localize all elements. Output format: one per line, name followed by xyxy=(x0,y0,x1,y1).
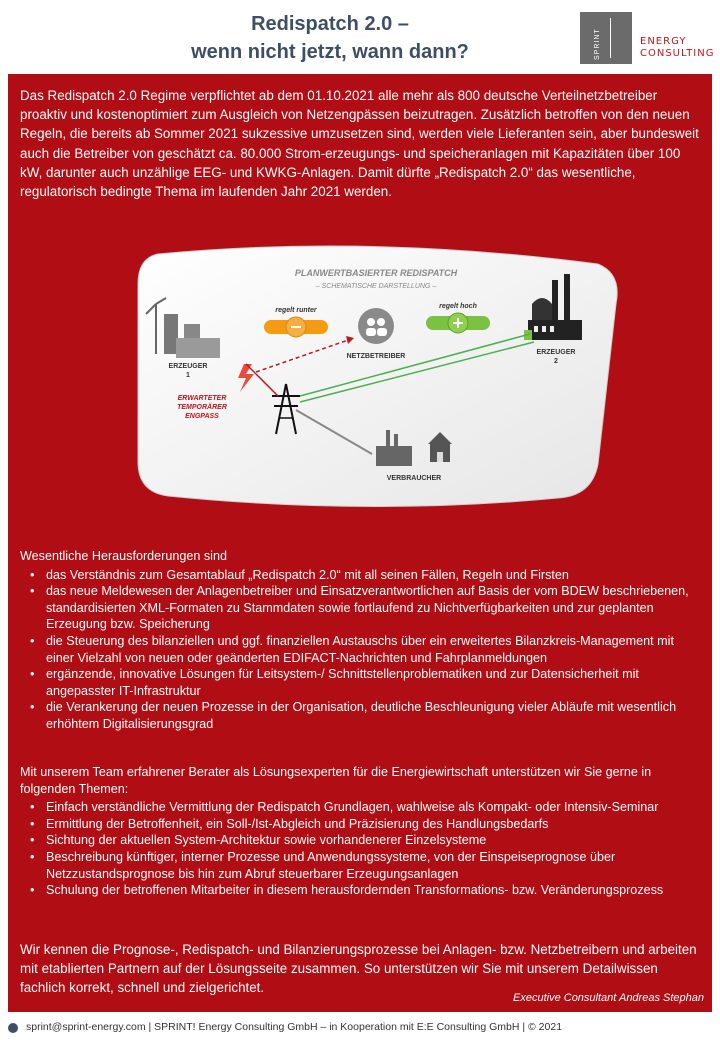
footer-dot-icon xyxy=(8,1023,18,1033)
challenges-list xyxy=(20,567,704,733)
list-item: • Beschreibung künftiger, interner Prozesse und Anwendungssysteme, von der Einspeiseprognose über Netzzustandsprognose bis hin zum Abruf steuerbarer Erzeugungsanlagen xyxy=(46,849,704,882)
consumer-label: VERBRAUCHER xyxy=(386,475,442,482)
page-title-line1: Redispatch 2.0 – xyxy=(251,13,409,35)
services-section xyxy=(20,764,704,899)
congestion-line3: ENGPASS xyxy=(185,413,219,420)
logo-box-text: SPRINT xyxy=(594,28,601,60)
diagram-subtitle: – SCHEMATISCHE DARSTELLUNG – xyxy=(315,283,437,290)
page-header xyxy=(0,0,720,72)
list-item: • die Verankerung der neuen Prozesse in der Organisation, deutliche Beschleunigung vieler Abläufe mit wesentlich erhöhtem Digitalisierungsgrad xyxy=(46,699,704,732)
logo-text-line1: ENERGY xyxy=(640,36,687,47)
footer-text[interactable]: sprint@sprint-energy.com | SPRINT! Energy Consulting GmbH – in Kooperation mit E:E Consulting GmbH | © 2021 xyxy=(26,1021,563,1033)
grid-operator-label: NETZBETREIBER xyxy=(346,353,406,360)
list-item: • Schulung der betroffenen Mitarbeiter in diesem herausfordernden Transformations- bzw. Veränderungsprozess xyxy=(46,882,704,899)
producer-1-label: ERZEUGER xyxy=(168,363,208,370)
grid-operator-icon xyxy=(358,308,394,344)
challenges-section xyxy=(20,548,704,733)
list-item: • die Steuerung des bilanziellen und ggf. finanziellen Austauschs über ein erweitertes Bilanzkreis-Management mit einer Vielzahl von neuen oder geänderten EDIFACT-Nachrichten und Fahrplanmeldungen xyxy=(46,633,704,666)
page-title xyxy=(160,10,500,66)
services-heading: Mit unserem Team erfahrener Berater als Lösungsexperten für die Energiewirtschaft unterstützen wir Sie gerne in folgenden Themen: xyxy=(20,765,652,796)
logo-divider xyxy=(610,18,611,58)
outro-paragraph: Wir kennen die Prognose-, Redispatch- und Bilanzierungsprozesse bei Anlagen- bzw. Netzbetreibern und arbeiten mit etablierten Partnern auf der Lösungsseite zusammen. So unterstützen wir Sie mit unserem Detailwissen fachlich korrekt, schnell und zielgerichtet. xyxy=(20,942,697,996)
page-title-line2: wenn nicht jetzt, wann dann? xyxy=(191,41,469,63)
list-item: • das Verständnis zum Gesamtablauf „Redispatch 2.0“ mit all seinen Fällen, Regeln und Firsten xyxy=(46,567,704,584)
producer-1-number: 1 xyxy=(186,372,190,379)
intro-paragraph: Das Redispatch 2.0 Regime verpflichtet ab dem 01.10.2021 alle mehr als 800 deutsche Verteilnetzbetreiber proaktiv und kostenoptimiert zum Ausgleich von Netzengpässen beizutragen. Zusätzlich betroffen von den neuen Regeln, die bereits ab Sommer 2021 sukzessive umzusetzen sind, werden viele Lieferanten sein, aber bundesweit auch die Betreiber von geschätzt ca. 80.000 Strom-erzeugungs- und speicheranlagen mit Kapazitäten über 100 kW, darunter auch unzählige EEG- und KWKG-Anlagen. Damit dürfte „Redispatch 2.0“ das wesentliche, regulatorisch bedingte Thema im laufenden Jahr 2021 werden. xyxy=(20,88,699,200)
services-list xyxy=(20,799,704,899)
diagram-title: PLANWERTBASIERTER REDISPATCH xyxy=(294,268,458,278)
footer xyxy=(8,1020,712,1036)
content-panel xyxy=(8,74,712,1012)
producer-2-label: ERZEUGER xyxy=(536,349,576,356)
congestion-line2: TEMPORÄRER xyxy=(177,404,227,411)
producer-2-number: 2 xyxy=(554,358,558,365)
label-down: regelt runter xyxy=(275,307,317,314)
challenges-heading: Wesentliche Herausforderungen sind xyxy=(20,549,227,563)
signature: Executive Consultant Andreas Stephan xyxy=(513,992,704,1004)
list-item: • ergänzende, innovative Lösungen für Leitsystem-/ Schnittstellenproblematiken und zur Datensicherheit mit angepasster IT-Infrastruktur xyxy=(46,666,704,699)
logo-box xyxy=(580,12,632,64)
diagram-card xyxy=(128,234,622,514)
logo-text xyxy=(640,36,714,60)
logo-text-line2: CONSULTING xyxy=(640,48,715,59)
plus-icon xyxy=(426,313,490,333)
list-item: • Einfach verständliche Vermittlung der Redispatch Grundlagen, wahlweise als Kompakt- oder Intensiv-Seminar xyxy=(46,799,704,816)
congestion-line1: ERWARTETER xyxy=(177,395,227,402)
redispatch-diagram xyxy=(128,234,622,514)
minus-icon xyxy=(264,317,328,337)
list-item: • das neue Meldewesen der Anlagenbetreiber und Einsatzverantwortlichen auf Basis der vom BDEW beschriebenen, standardisierten XML-Formaten zu Stammdaten sowie fortlaufend zu Nichtverfügbarkeiten und zur geplanten Erzeugung bzw. Speicherung xyxy=(46,583,704,633)
sprint-logo xyxy=(580,12,715,64)
list-item: • Ermittlung der Betroffenheit, ein Soll-/Ist-Abgleich und Präzisierung des Handlungsbedarfs xyxy=(46,816,704,833)
list-item: • Sichtung der aktuellen System-Architektur sowie vorhandenerer Einzelsysteme xyxy=(46,832,704,849)
label-up: regelt hoch xyxy=(439,303,477,310)
